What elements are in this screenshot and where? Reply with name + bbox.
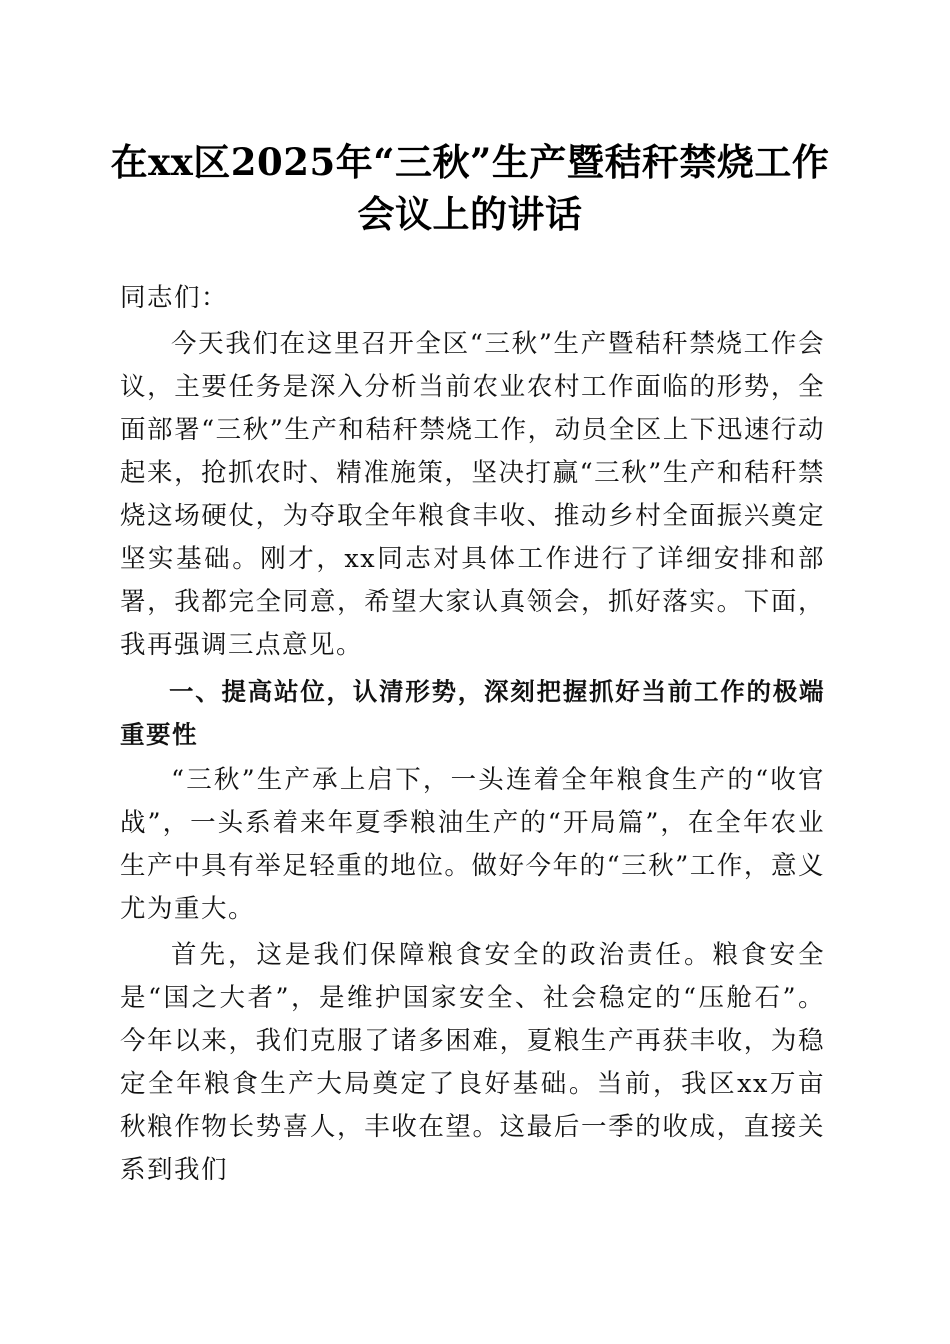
document-body	[120, 277, 825, 1195]
section-heading-1: 一、提高站位，认清形势，深刻把握抓好当前工作的极端重要性	[120, 677, 825, 749]
paragraph-intro: 今天我们在这里召开全区“三秋”生产暨秸秆禁烧工作会议，主要任务是深入分析当前农业农村工作面临的形势，全面部署“三秋”生产和秸秆禁烧工作，动员全区上下迅速行动起来，抢抓农时、精准施策，坚决打赢“三秋”生产和秸秆禁烧这场硬仗，为夺取全年粮食丰收、推动乡村全面振兴奠定坚实基础。刚才，xx同志对具体工作进行了详细安排和部署，我都完全同意，希望大家认真领会，抓好落实。下面，我再强调三点意见。	[120, 329, 825, 660]
paragraph-sanqiu-significance: “三秋”生产承上启下，一头连着全年粮食生产的“收官战”，一头系着来年夏季粮油生产的“开局篇”，在全年农业生产中具有举足轻重的地位。做好今年的“三秋”工作，意义尤为重大。	[120, 765, 825, 924]
paragraph-food-security: 首先，这是我们保障粮食安全的政治责任。粮食安全是“国之大者”，是维护国家安全、社会稳定的“压舱石”。今年以来，我们克服了诸多困难，夏粮生产再获丰收，为稳定全年粮食生产大局奠定了良好基础。当前，我区xx万亩秋粮作物长势喜人，丰收在望。这最后一季的收成，直接关系到我们	[120, 940, 825, 1185]
greeting: 同志们：	[120, 283, 229, 313]
title-line-2: 会议上的讲话	[357, 192, 583, 236]
document-title	[100, 136, 840, 240]
title-line-1: 在xx区2025年“三秋”生产暨秸秆禁烧工作	[110, 140, 830, 184]
